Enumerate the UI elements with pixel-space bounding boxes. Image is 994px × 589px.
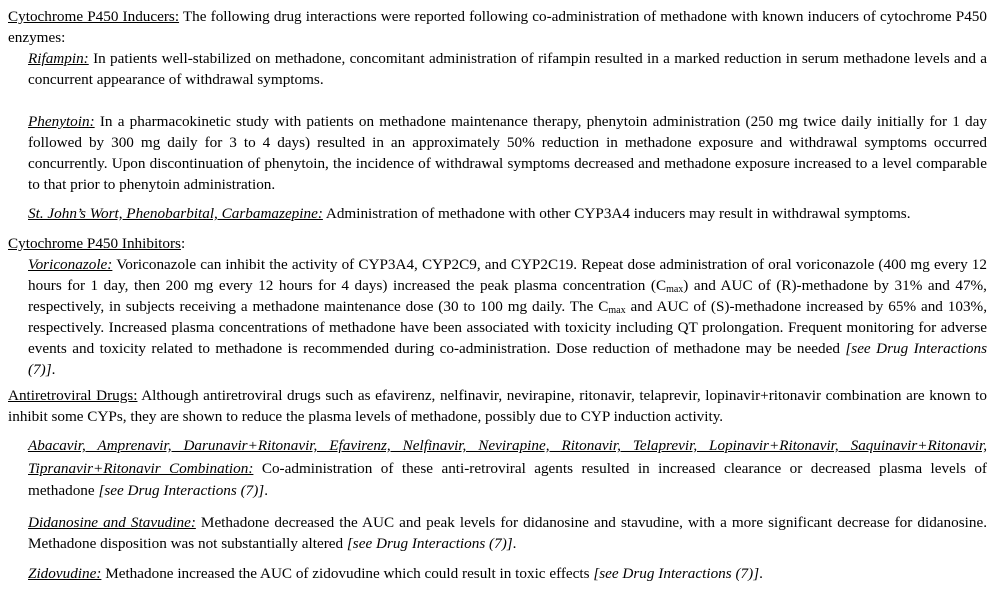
voriconazole-paragraph: Voriconazole: Voriconazole can inhibit the activity of CYP3A4, CYP2C9, and CYP2C19. Repeat dose administration of oral voriconazole (400 mg every 12 hours for 1 day, then 200 mg every 12 hours for 4 days) increased the peak plasma concentration $(C_{max})$ and AUC of (R)-methadone by 31% and 47%, respectively, in subjects receiving a methadone maintenance dose (30 to 100 mg daily. The $C_{max}$ and AUC of (S)-methadone increased by 65% and 103%, respectively. Increased plasma concentrations of methadone have been associated with toxicity including QT prolongation. Frequent monitoring for adverse events and toxicity related to methadone is recommended during co-administration. Dose reduction of methadone may be needed [see Drug Interactions (7)]. [28,256,988,378]
didanosine-label: Didanosine and Stavudine: [28,513,196,531]
zidovudine-paragraph: Zidovudine: Methadone increased the AUC of zidovudine which could result in toxic effects [see Drug Interactions (7)]. [28,564,763,582]
inhibitors-heading-line: Cytochrome P450 Inhibitors: [8,235,186,252]
inhibitors-heading: Cytochrome P450 Inhibitors [8,235,181,252]
antiretroviral-heading: Antiretroviral Drugs: [8,387,138,404]
cross-reference: [see Drug Interactions (7)] [98,482,265,499]
cross-reference: [see Drug Interactions (7)] [346,534,513,552]
stjohns-paragraph: St. John’s Wort, Phenobarbital, Carbamazepine: Administration of methadone with other CYP3A4 inducers may result in withdrawal symptoms. [28,205,911,222]
rifampin-paragraph: Rifampin: In patients well-stabilized on methadone, concomitant administration of rifampin resulted in a marked reduction in serum methadone levels and a concurrent appearance of withdrawal symptoms. [28,50,987,88]
inducers-intro: Cytochrome P450 Inducers: The following drug interactions were reported following co-administration of methadone with known inducers of cytochrome P450 enzymes: [8,8,987,46]
zidovudine-label: Zidovudine: [28,564,102,582]
cross-reference: [see Drug Interactions (7)] [593,564,760,582]
stjohns-label: St. John’s Wort, Phenobarbital, Carbamazepine: [28,205,323,222]
inducers-heading: Cytochrome P450 Inducers: [8,8,180,25]
voriconazole-label: Voriconazole: [28,256,113,273]
phenytoin-label: Phenytoin: [28,113,95,130]
combo-paragraph: Abacavir, Amprenavir, Darunavir+Ritonavir, Efavirenz, Nelfinavir, Nevirapine, Ritonavir, Telaprevir, Lopinavir+Ritonavir, Saquinavir+Ritonavir, Tipranavir+Ritonavir Combination: Co-administration of these anti-retroviral agents resulted in increased clearance or decreased plasma levels of methadone [see Drug Interactions (7)]. [28,437,987,499]
cross-reference: [see Drug Interactions (7)] [28,340,988,378]
phenytoin-paragraph: Phenytoin: In a pharmacokinetic study with patients on methadone maintenance therapy, phenytoin administration (250 mg twice daily initially for 1 day followed by 300 mg daily for 3 to 4 days) resulted in an approximately 50% reduction in methadone exposure and withdrawal symptoms occurred concurrently. Upon discontinuation of phenytoin, the incidence of withdrawal symptoms decreased and methadone exposure increased to a level comparable to that prior to phenytoin administration. [28,113,987,193]
combo-label: Abacavir, Amprenavir, Darunavir+Ritonavir, Efavirenz, Nelfinavir, Nevirapine, Ritonavir, Telaprevir, Lopinavir+Ritonavir, Saquinavir+Ritonavir, Tipranavir+Ritonavir Combination: [28,437,987,477]
rifampin-label: Rifampin: [28,50,89,67]
didanosine-paragraph: Didanosine and Stavudine: Methadone decreased the AUC and peak levels for didanosine and stavudine, with a more significant decrease for didanosine. Methadone disposition was not substantially altered [see Drug Interactions (7)]. [28,513,987,552]
antiretroviral-intro: Antiretroviral Drugs: Although antiretroviral drugs such as efavirenz, nelfinavir, nevirapine, ritonavir, telaprevir, lopinavir+ritonavir combination are known to inhibit some CYPs, they are shown to reduce the plasma levels of methadone, possibly due to CYP induction activity. [8,387,987,425]
